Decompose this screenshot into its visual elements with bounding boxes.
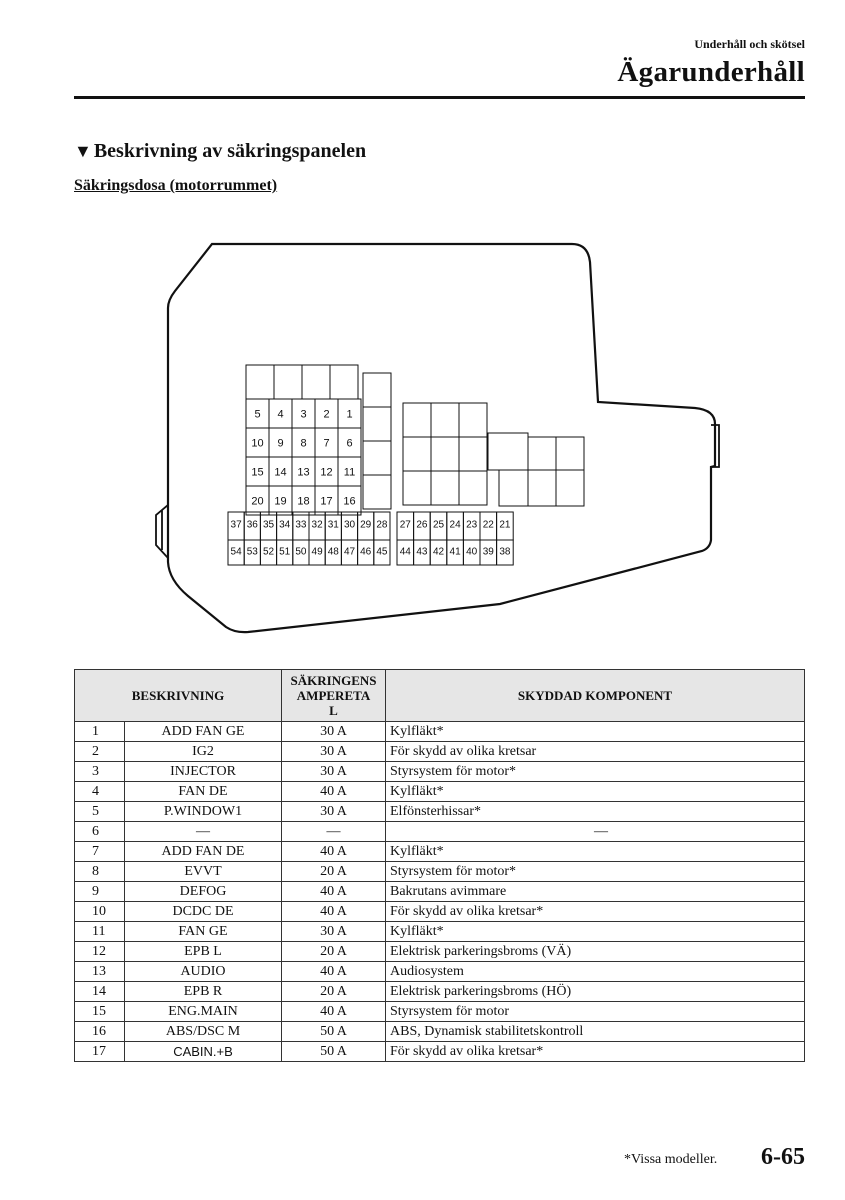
fuse-number: 9 [75,882,125,902]
fuse-description: EPB L [125,942,282,962]
fuse-slot-label: 36 [246,519,258,531]
relay-slot [431,403,459,437]
fuse-slot-label: 45 [376,546,388,558]
fuse-description: INJECTOR [125,762,282,782]
fuse-amperage: 20 A [282,862,386,882]
fuse-slot-label: 21 [499,519,511,531]
fuse-slot-label: 48 [327,546,339,558]
fuse-slot-label: 26 [416,519,428,531]
table-row [75,902,805,922]
fuse-description: DCDC DE [125,902,282,922]
fuse-slot-label: 30 [343,519,356,531]
fuse-number: 15 [75,1002,125,1022]
fuse-slot-label: 5 [254,408,261,421]
fuse-slot-label: 1 [346,408,353,421]
protected-component: Kylfläkt* [386,722,805,742]
section-title-text: Beskrivning av säkringspanelen [93,140,367,162]
fuse-number: 5 [75,802,125,822]
fuse-slot-label: 2 [323,408,330,421]
table-row [75,882,805,902]
fuse-number: 2 [75,742,125,762]
fuse-description: EPB R [125,982,282,1002]
fuse-amperage: 40 A [282,782,386,802]
fuse-number: 10 [75,902,125,922]
relay-slot [528,470,556,506]
fuse-number: 14 [75,982,125,1002]
protected-component: Bakrutans avimmare [386,882,805,902]
fuse-slot-label: 11 [343,466,356,479]
fuse-slot-label: 12 [320,466,333,479]
relay-slot [403,403,431,437]
fuse-description: ADD FAN DE [125,842,282,862]
fuse-description: FAN GE [125,922,282,942]
fuse-slot-label: 4 [277,408,284,421]
fuse-number: 8 [75,862,125,882]
table-row [75,742,805,762]
fuse-number: 1 [75,722,125,742]
protected-component: För skydd av olika kretsar* [386,902,805,922]
fuse-slot-label: 39 [482,546,494,558]
fuse-amperage: 40 A [282,1002,386,1022]
fuse-slot-label: 27 [399,519,411,531]
fuse-slot-label: 15 [251,466,264,479]
fuse-description: ABS/DSC M [125,1022,282,1042]
relay-slot [431,471,459,505]
subsection-title: Säkringsdosa (motorrummet) [74,177,278,194]
fuse-slot-label: 54 [230,546,242,558]
fuse-slot-label: 49 [311,546,323,558]
fuse-amperage: 20 A [282,982,386,1002]
fuse-amperage: 30 A [282,802,386,822]
fuse-box-outline [168,244,715,632]
fuse-number: 7 [75,842,125,862]
fuse-slot-label: 46 [360,546,372,558]
fuse-slot-label: 19 [274,495,287,508]
fuse-slot-label: 6 [346,437,353,450]
fuse-description: FAN DE [125,782,282,802]
fuse-slot-label: 10 [251,437,264,450]
table-row [75,922,805,942]
protected-component: Elektrisk parkeringsbroms (HÖ) [386,982,805,1002]
fuse-slot-label: 44 [399,546,411,558]
header-component: SKYDDAD KOMPONENT [386,670,805,722]
page-heading: Ägarunderhåll [617,56,805,88]
large-fuse-slot [246,365,274,399]
protected-component: Kylfläkt* [386,922,805,942]
relay-slot [363,407,391,441]
fuse-description: CABIN.+B [125,1042,282,1062]
relay-slot [459,471,487,505]
fuse-slot-label: 42 [432,546,445,558]
fuse-slot-label: 14 [274,466,287,479]
table-row [75,982,805,1002]
table-row [75,1022,805,1042]
fuse-slot-label: 37 [230,519,242,531]
fuse-amperage: 30 A [282,922,386,942]
fuse-slot-label: 25 [432,519,445,531]
relay-slot [556,470,584,506]
fuse-slot-label: 29 [360,519,372,531]
relay-slot [528,437,556,470]
fuse-slot-label: 24 [449,519,461,531]
fuse-number: 17 [75,1042,125,1062]
protected-component: Styrsystem för motor* [386,862,805,882]
fuse-slot-label: 35 [262,519,275,531]
header-amperage-line3: L [329,703,338,718]
relay-slot [363,373,391,407]
relay-slot [488,433,528,470]
table-header-row [75,670,805,722]
fuse-amperage: 20 A [282,942,386,962]
header-amperage-line2: AMPERETA [296,688,371,703]
footnote: *Vissa modeller. [624,1152,718,1167]
fuse-description: ADD FAN GE [125,722,282,742]
table-row [75,862,805,882]
fuse-slot-label: 31 [327,519,339,531]
table-row [75,942,805,962]
protected-component: Elektrisk parkeringsbroms (VÄ) [386,942,805,962]
fuse-slot-label: 8 [300,437,307,450]
fuse-amperage: 40 A [282,902,386,922]
protected-component: — [386,822,805,842]
fuse-description: P.WINDOW1 [125,802,282,822]
protected-component: Kylfläkt* [386,842,805,862]
fuse-slot-label: 47 [343,546,356,558]
fuse-number: 6 [75,822,125,842]
protected-component: För skydd av olika kretsar [386,742,805,762]
table-row [75,962,805,982]
fuse-description: IG2 [125,742,282,762]
fuse-slot-label: 20 [251,495,264,508]
header-description: BESKRIVNING [75,670,282,722]
table-row [75,762,805,782]
relay-slot [459,437,487,471]
fuse-slot-label: 34 [279,519,291,531]
fuse-amperage: 30 A [282,742,386,762]
fuse-amperage: 40 A [282,882,386,902]
fuse-slot-label: 28 [376,519,388,531]
fuse-amperage: — [282,822,386,842]
fuse-description: ENG.MAIN [125,1002,282,1022]
relay-slot [363,475,391,509]
table-row [75,802,805,822]
fuse-slot-label: 38 [499,546,511,558]
fuse-slot-label: 51 [279,546,291,558]
table-row [75,782,805,802]
fuse-amperage: 40 A [282,962,386,982]
triangle-icon: ▼ [74,141,92,161]
protected-component: Styrsystem för motor [386,1002,805,1022]
fuse-description: — [125,822,282,842]
fuse-slot-label: 43 [416,546,428,558]
fuse-amperage: 30 A [282,722,386,742]
header-amperage-line1: SÄKRINGENS [290,673,377,688]
protected-component: Audiosystem [386,962,805,982]
fuse-number: 13 [75,962,125,982]
table-row [75,842,805,862]
fuse-number: 3 [75,762,125,782]
protected-component: Styrsystem för motor* [386,762,805,782]
header-amperage [282,670,386,722]
fuse-number: 16 [75,1022,125,1042]
fuse-amperage: 50 A [282,1042,386,1062]
fuse-slot-label: 52 [262,546,275,558]
protected-component: För skydd av olika kretsar* [386,1042,805,1062]
relay-slot [363,441,391,475]
fuse-slot-label: 16 [343,495,356,508]
fuse-slot-label: 9 [277,437,284,450]
table-row [75,1002,805,1022]
fuse-slot-label: 41 [449,546,461,558]
fuse-number: 4 [75,782,125,802]
fuse-amperage: 50 A [282,1022,386,1042]
chapter-label: Underhåll och skötsel [694,37,805,51]
relay-slot [403,471,431,505]
left-connector [156,505,168,558]
fuse-description: DEFOG [125,882,282,902]
protected-component: ABS, Dynamisk stabilitetskontroll [386,1022,805,1042]
page-number: 6-65 [761,1144,805,1170]
fuse-slot-label: 7 [323,437,330,450]
fuse-table [74,669,805,1062]
fuse-slot-label: 18 [297,495,310,508]
relay-slot [499,470,528,506]
protected-component: Kylfläkt* [386,782,805,802]
fuse-slot-label: 32 [311,519,323,531]
table-row [75,1042,805,1062]
relay-slot [403,437,431,471]
fuse-description: AUDIO [125,962,282,982]
relay-slot [459,403,487,437]
fuse-slot-label: 50 [295,546,307,558]
fuse-description: EVVT [125,862,282,882]
relay-slot [556,437,584,470]
fuse-slot-label: 23 [466,519,478,531]
fuse-slot-label: 33 [295,519,307,531]
table-row [75,822,805,842]
fuse-amperage: 40 A [282,842,386,862]
relay-slot [431,437,459,471]
fuse-slot-label: 3 [300,408,307,421]
fuse-number: 12 [75,942,125,962]
fuse-slot-label: 40 [466,546,478,558]
protected-component: Elfönsterhissar* [386,802,805,822]
fuse-slot-label: 13 [297,466,310,479]
fuse-slot-label: 53 [246,546,258,558]
fuse-amperage: 30 A [282,762,386,782]
table-row [75,722,805,742]
large-fuse-slot [274,365,302,399]
large-fuse-slot [302,365,330,399]
large-fuse-slot [330,365,358,399]
fuse-number: 11 [75,922,125,942]
fuse-slot-label: 17 [320,495,333,508]
fuse-slot-label: 22 [482,519,494,531]
